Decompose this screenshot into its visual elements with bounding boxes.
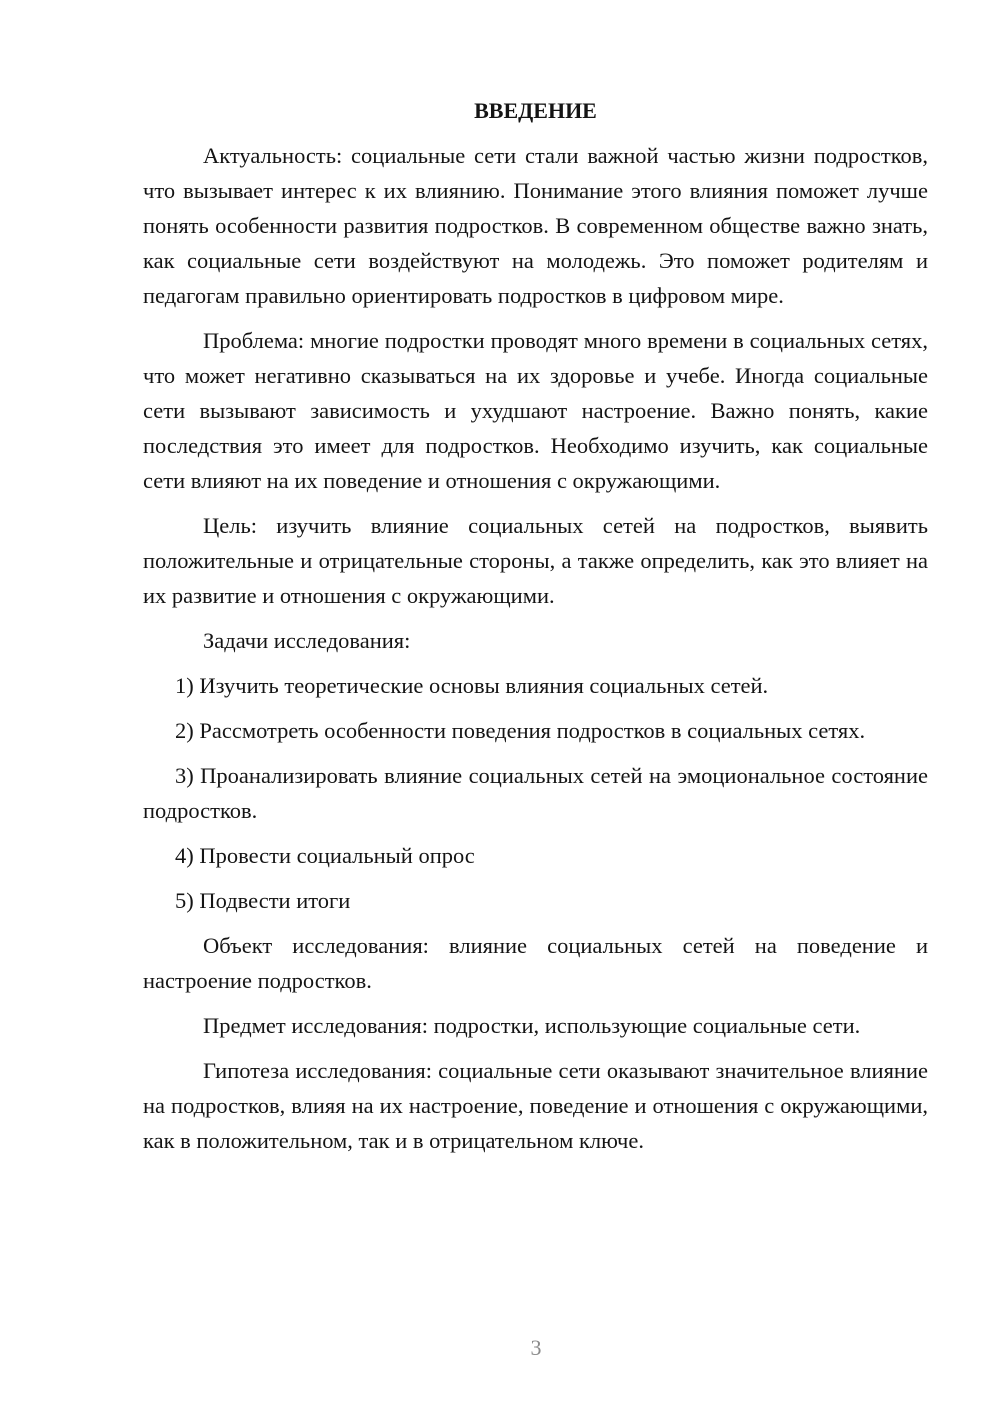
task-item: 2) Рассмотреть особенности поведения подростков в социальных сетях. [175, 718, 866, 743]
paragraph-subject: Предмет исследования: подростки, использующие социальные сети. [203, 1013, 861, 1038]
task-item: 1) Изучить теоретические основы влияния социальных сетей. [175, 673, 769, 698]
paragraph-goal: Цель: изучить влияние социальных сетей на подростков, выявить положительные и отрицательные стороны, а также определить, как это влияет на их развитие и отношения с окружающими. [143, 513, 928, 608]
task-item: 5) Подвести итоги [175, 888, 351, 913]
task-item: 3) Проанализировать влияние социальных сетей на эмоциональное состояние подростков. [143, 763, 928, 823]
page-number: 3 [530, 1335, 542, 1360]
paragraph-problem: Проблема: многие подростки проводят много времени в социальных сетях, что может негативно сказываться на их здоровье и учебе. Иногда социальные сети вызывают зависимость и ухудшают настроение. Важно понять, какие последствия это имеет для подростков. Необходимо изучить, как социальные сети влияют на их поведение и отношения с окружающими. [143, 328, 928, 493]
section-title: ВВЕДЕНИЕ [474, 98, 597, 123]
paragraph-hypothesis: Гипотеза исследования: социальные сети оказывают значительное влияние на подростков, влияя на их настроение, поведение и отношения с окружающими, как в положительном, так и в отрицательном ключе. [143, 1058, 928, 1153]
task-item: 4) Провести социальный опрос [175, 843, 475, 868]
paragraph-object: Объект исследования: влияние социальных сетей на поведение и настроение подростков. [143, 933, 928, 993]
document-body [143, 93, 928, 1168]
paragraph-relevance: Актуальность: социальные сети стали важной частью жизни подростков, что вызывает интерес к их влиянию. Понимание этого влияния поможет лучше понять особенности развития подростков. В современном обществе важно знать, как социальные сети воздействуют на молодежь. Это поможет родителям и педагогам правильно ориентировать подростков в цифровом мире. [143, 143, 928, 308]
tasks-heading: Задачи исследования: [203, 628, 411, 653]
